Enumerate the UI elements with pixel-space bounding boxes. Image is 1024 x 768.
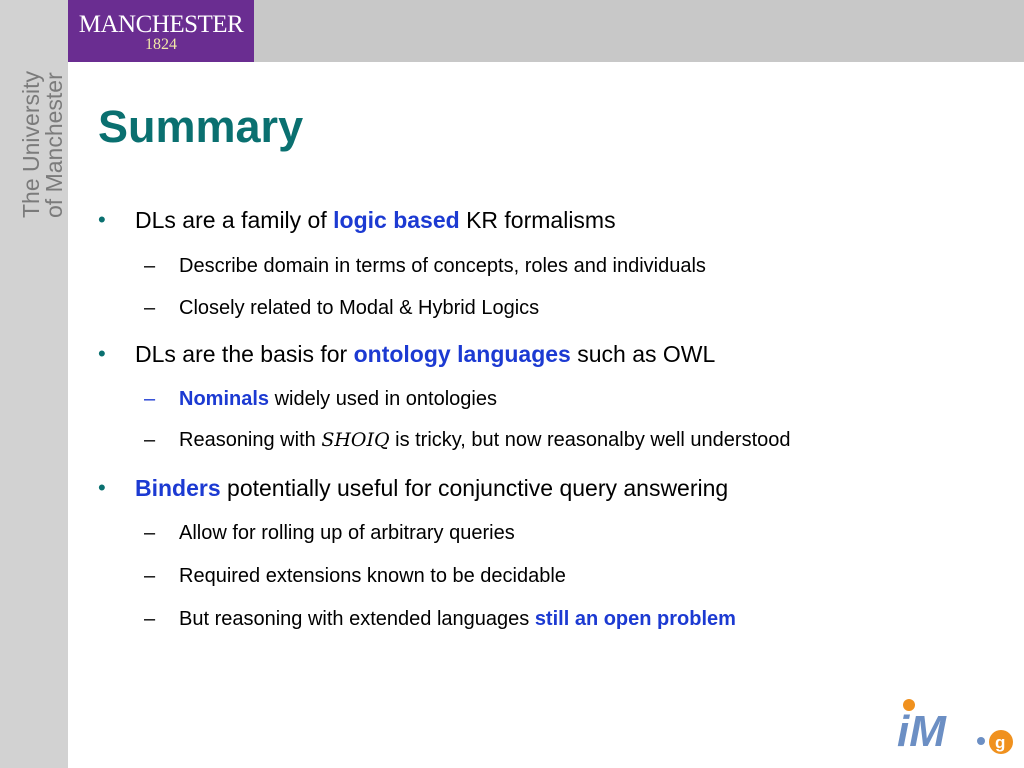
sub-bullet-text: But reasoning with extended languages still an open problem — [179, 608, 736, 630]
sub-bullet-text: Required extensions known to be decidable — [179, 565, 566, 587]
wordmark-line-1: The University — [18, 71, 44, 218]
sub-bullet-text: Describe domain in terms of concepts, roles and individuals — [179, 255, 706, 277]
bullet-marker: • — [98, 475, 106, 500]
dash-marker: – — [144, 388, 156, 410]
dash-marker: – — [144, 255, 156, 277]
dash-marker: – — [144, 608, 156, 630]
bullet-text: DLs are the basis for ontology languages such as OWL — [135, 341, 716, 367]
img-logo — [895, 696, 1015, 758]
bullet-text: DLs are a family of logic based KR formalisms — [135, 207, 616, 233]
highlight-text: logic based — [333, 207, 460, 233]
logo-year: 1824 — [145, 36, 177, 53]
logo-point-icon — [977, 737, 985, 745]
bullet-marker: • — [98, 207, 106, 232]
dash-marker: – — [144, 297, 156, 319]
university-wordmark — [0, 64, 68, 224]
sub-bullet-text: Closely related to Modal & Hybrid Logics — [179, 297, 540, 319]
highlight-text: ontology languages — [353, 341, 571, 367]
bullet-text: Binders potentially useful for conjunctive query answering — [135, 475, 729, 501]
wordmark-line-2: of Manchester — [41, 72, 67, 218]
sub-bullet-text: Nominals widely used in ontologies — [179, 388, 497, 410]
sub-bullet-text: Allow for rolling up of arbitrary queries — [179, 522, 515, 544]
logic-name: SHOIQ — [321, 429, 390, 451]
logo-name: MANCHESTER — [78, 11, 244, 38]
sub-bullet-text: Reasoning with SHOIQ is tricky, but now reasonalby well understood — [179, 429, 791, 451]
dash-marker: – — [144, 429, 156, 451]
slide-title: Summary — [98, 101, 304, 152]
dash-marker: – — [144, 565, 156, 587]
manchester-logo — [68, 0, 254, 62]
highlight-text: Binders — [135, 475, 221, 501]
bullet-marker: • — [98, 341, 106, 366]
img-logo-sub: g — [995, 733, 1006, 752]
dash-marker: – — [144, 522, 156, 544]
highlight-text: Nominals — [179, 388, 270, 410]
img-logo-main: iM — [897, 707, 946, 756]
highlight-text: still an open problem — [534, 608, 736, 630]
